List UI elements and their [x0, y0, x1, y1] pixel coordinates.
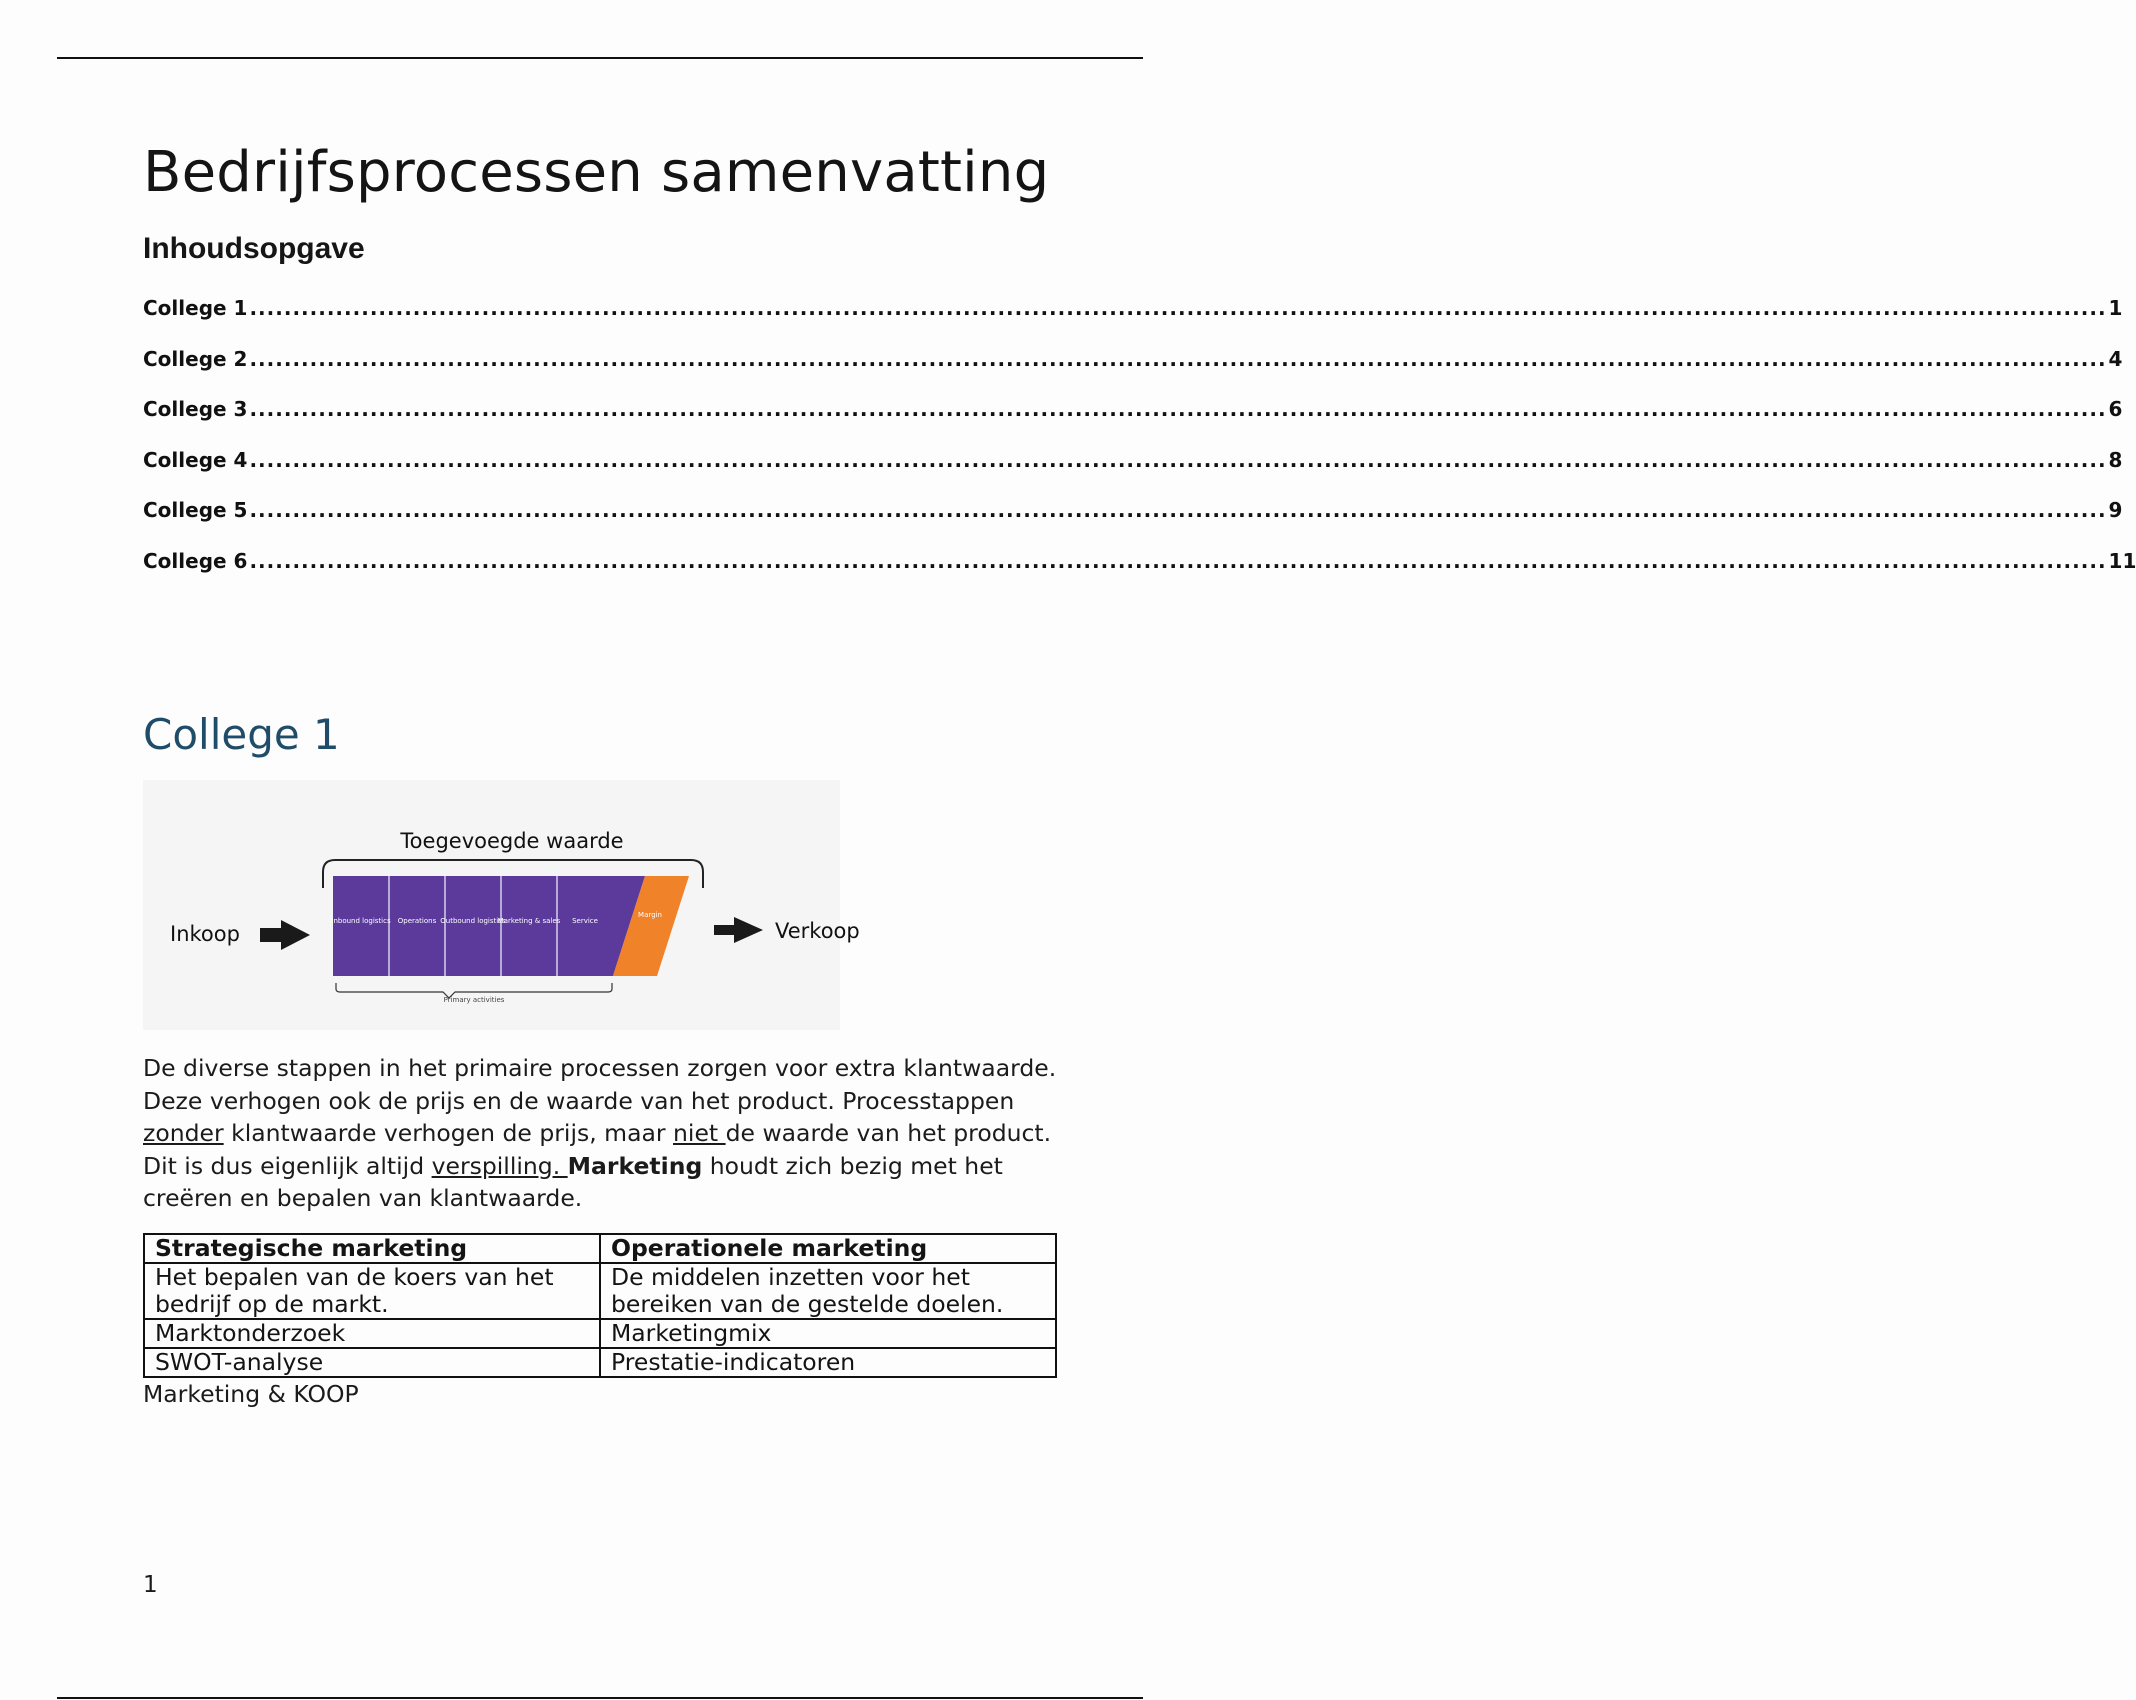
underlined-text: niet: [673, 1119, 726, 1147]
toc-entry-college-4[interactable]: [143, 447, 2123, 499]
chain-block: [333, 876, 389, 976]
verkoop-label: Verkoop: [775, 919, 860, 943]
chain-label: Operations: [397, 917, 437, 925]
text-run: De diverse stappen in het primaire processen zorgen voor extra klantwaarde. Deze verhogen ook de prijs en de waarde van het product. Processtappen: [143, 1054, 1057, 1115]
chain-block: [501, 876, 557, 976]
value-chain-diagram: [143, 780, 860, 1030]
toc-leader-dots: [249, 397, 2106, 421]
table-cell: SWOT-analyse: [144, 1348, 600, 1377]
toc-entry-label: College 6: [143, 548, 248, 573]
text-run: de waarde van het product. Dit is dus eigenlijk altijd: [143, 1119, 1052, 1180]
toc-entry-college-2[interactable]: [143, 346, 2123, 398]
chain-label: Outbound logistics: [440, 917, 506, 925]
table-cell: Marketingmix: [600, 1319, 1056, 1348]
table-row: [144, 1319, 1056, 1348]
bottom-rule: [57, 1697, 1143, 1699]
chain-label: Inbound logistics: [331, 917, 391, 925]
table-of-contents: [143, 296, 2136, 599]
toc-leader-dots: [249, 347, 2106, 371]
chain-block: [389, 876, 445, 976]
toc-entry-page: 9: [2108, 498, 2123, 522]
toc-entry-label: College 2: [143, 346, 248, 371]
table-row: [144, 1263, 1056, 1319]
body-paragraph: [143, 1052, 1073, 1215]
chain-block: [445, 876, 501, 976]
toc-entry-page: 6: [2108, 397, 2123, 421]
toc-entry-college-5[interactable]: [143, 498, 2123, 549]
toc-leader-dots: [249, 296, 2106, 320]
brace-label: Toegevoegde waarde: [400, 829, 624, 853]
bold-text: Marketing: [567, 1151, 703, 1180]
toc-entry-label: College 5: [143, 498, 248, 522]
marketing-table: [143, 1233, 1057, 1378]
toc-leader-dots: [249, 448, 2106, 472]
toc-entry-label: College 4: [143, 447, 248, 472]
arrow-right-icon: [260, 920, 310, 950]
toc-entry-page: 4: [2108, 346, 2123, 371]
chain-label: Marketing & sales: [497, 917, 561, 925]
table-header-cell: Operationele marketing: [600, 1234, 1056, 1263]
toc-entry-label: College 1: [143, 296, 248, 320]
text-run: houdt zich bezig met het creëren en bepalen van klantwaarde.: [143, 1151, 1003, 1212]
table-cell: De middelen inzetten voor het bereiken van de gestelde doelen.: [600, 1263, 1056, 1319]
table-header-cell: Strategische marketing: [144, 1234, 600, 1263]
table-row: [144, 1348, 1056, 1377]
page-number: 1: [143, 1572, 158, 1598]
table-cell: Prestatie-indicatoren: [600, 1348, 1056, 1377]
toc-leader-dots: [249, 549, 2106, 573]
toc-entry-college-1[interactable]: [143, 296, 2123, 347]
table-caption: Marketing & KOOP: [143, 1380, 359, 1408]
primary-activities-chain: [331, 876, 689, 976]
section-heading: College 1: [143, 710, 340, 759]
chain-label: Service: [572, 917, 598, 925]
primary-activities-label: Primary activities: [443, 996, 505, 1004]
toc-leader-dots: [249, 498, 2106, 522]
table-header-row: [144, 1234, 1056, 1263]
document-title: Bedrijfsprocessen samenvatting: [143, 140, 1050, 205]
value-chain-figure: [143, 780, 860, 1030]
toc-entry-label: College 3: [143, 397, 248, 421]
toc-entry-page: 1: [2108, 296, 2123, 320]
arrow-right-icon: [714, 917, 763, 943]
underlined-text: zonder: [143, 1119, 224, 1147]
toc-entry-college-6[interactable]: [143, 548, 2136, 600]
underlined-text: verspilling.: [431, 1151, 568, 1180]
table-cell: Marktonderzoek: [144, 1319, 600, 1348]
toc-entry-college-3[interactable]: [143, 397, 2123, 448]
inkoop-label: Inkoop: [170, 922, 240, 946]
toc-entry-page: 8: [2108, 447, 2123, 472]
text-run: klantwaarde verhogen de prijs, maar: [223, 1119, 674, 1147]
table-cell: Het bepalen van de koers van het bedrijf op de markt.: [144, 1263, 600, 1319]
margin-label: Margin: [638, 911, 662, 919]
toc-heading: Inhoudsopgave: [143, 232, 365, 265]
top-rule: [57, 57, 1143, 59]
toc-entry-page: 11: [2108, 548, 2136, 573]
